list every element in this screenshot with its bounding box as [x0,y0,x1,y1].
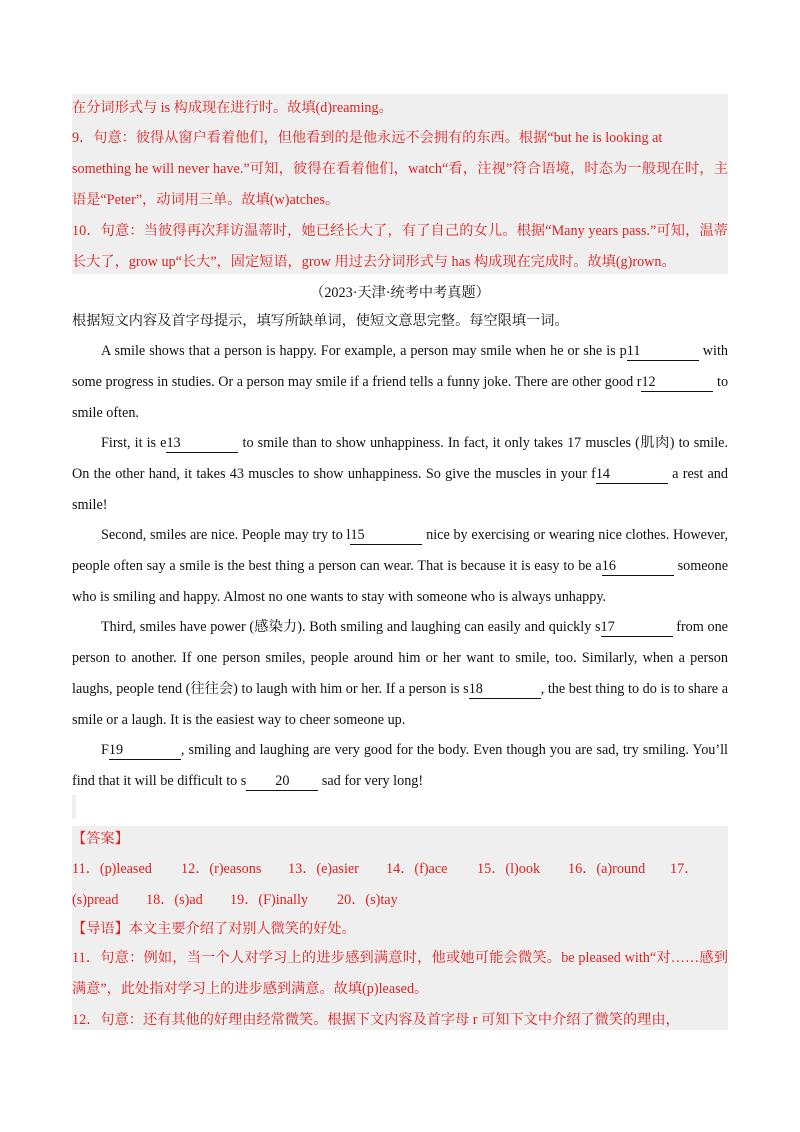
explanation-11-line2: 满意”，此处指对学习上的进步感到满意。故填(p)leased。 [72,981,429,997]
question-source: （2023·天津·统考中考真题） [310,285,490,301]
explanation-line: 语是“Peter”，动词用三单。故填(w)atches。 [72,192,340,208]
explanation-line: 在分词形式与 is 构成现在进行时。故填(d)reaming。 [72,100,393,116]
explanation-line: 长大了，grow up“长大”，固定短语，grow 用过去分词形式与 has 构成现在完成时。故填(g)rown。 [72,254,676,270]
blank-15: 15 [350,527,422,545]
passage-line: On the other hand, it takes 43 muscles to show unhappiness. So give the muscles in your f14 a rest and [72,466,728,482]
passage-line: find that it will be difficult to s 20 sad for very long! [72,773,424,789]
shade-divider [72,795,76,819]
passage-line: smile often. [72,405,139,421]
explanation-line: 9．句意：彼得从窗户看着他们，但他看到的是他永远不会拥有的东西。根据“but he is looking at [72,130,663,146]
answer-15: 15．(l)ook [477,861,541,877]
blank-20: 20 [246,773,318,791]
answer-17: (s)pread [72,892,119,908]
blank-18: 18 [469,681,541,699]
passage-line: smile! [72,497,108,513]
answer-18: 18．(s)ad [146,892,203,908]
explanation-line: 10．句意：当彼得再次拜访温蒂时，她已经长大了，有了自己的女儿。根据“Many years pass.”可知，温蒂 [72,223,728,239]
passage-line: F19 , smiling and laughing are very good for the body. Even though you are sad, try smiling. You’ll [101,742,728,758]
answer-11: 11．(p)leased [72,861,152,877]
blank-17: 17 [601,619,673,637]
passage-line: who is smiling and happy. Almost no one wants to stay with someone who is always unhappy. [72,589,607,605]
explanation-12: 12．句意：还有其他的好理由经常微笑。根据下文内容及首字母 r 可知下文中介绍了微笑的理由， [72,1012,680,1028]
passage-line: Second, smiles are nice. People may try to l15 nice by exercising or wearing nice clothes. However, [101,527,728,543]
passage-line: people often say a smile is the best thing a person can wear. That is because it is easy to be a16 someone [72,558,729,574]
answer-guide: 【导语】本文主要介绍了对别人微笑的好处。 [72,921,356,937]
blank-14: 14 [596,466,668,484]
answer-12: 12．(r)easons [181,861,262,877]
blank-19: 19 [109,742,181,760]
explanation-11-line1: 11．句意：例如，当一个人对学习上的进步感到满意时，他或她可能会微笑。be pleased with“对……感到 [72,950,728,966]
explanation-block-top [72,94,728,274]
answer-13: 13．(e)asier [288,861,359,877]
blank-13: 13 [166,435,238,453]
answer-20: 20．(s)tay [337,892,398,908]
answer-17-number: 17． [670,861,699,877]
answer-heading: 【答案】 [72,831,129,847]
blank-11: 11 [627,343,699,361]
blank-16: 16 [602,558,674,576]
passage-line: laughs, people tend (往往会) to laugh with him or her. If a person is s18 , the best thing to do is to share a [72,681,728,697]
question-instruction: 根据短文内容及首字母提示，填写所缺单词，使短文意思完整。每空限填一词。 [72,313,569,329]
answer-16: 16．(a)round [568,861,646,877]
passage-line: some progress in studies. Or a person may smile if a friend tells a funny joke. There are other good r12 to [72,374,729,390]
passage-line: Third, smiles have power (感染力). Both smiling and laughing can easily and quickly s17 from one [101,619,728,635]
passage-line: A smile shows that a person is happy. For example, a person may smile when he or she is p11 with [101,343,728,359]
answer-14: 14．(f)ace [386,861,448,877]
explanation-line: something he will never have.”可知，彼得在看着他们，watch“看，注视”符合语境，时态为一般现在时，主 [72,161,728,177]
blank-12: 12 [641,374,713,392]
passage-line: smile or a laugh. It is the easiest way to cheer someone up. [72,712,406,728]
answer-19: 19．(F)inally [230,892,309,908]
passage-line: person to another. If one person smiles, people around him or her want to smile, too. Similarly, when a person [72,650,728,666]
passage-line: First, it is e13 to smile than to show unhappiness. In fact, it only takes 17 muscles (肌肉) to smile. [101,435,728,451]
